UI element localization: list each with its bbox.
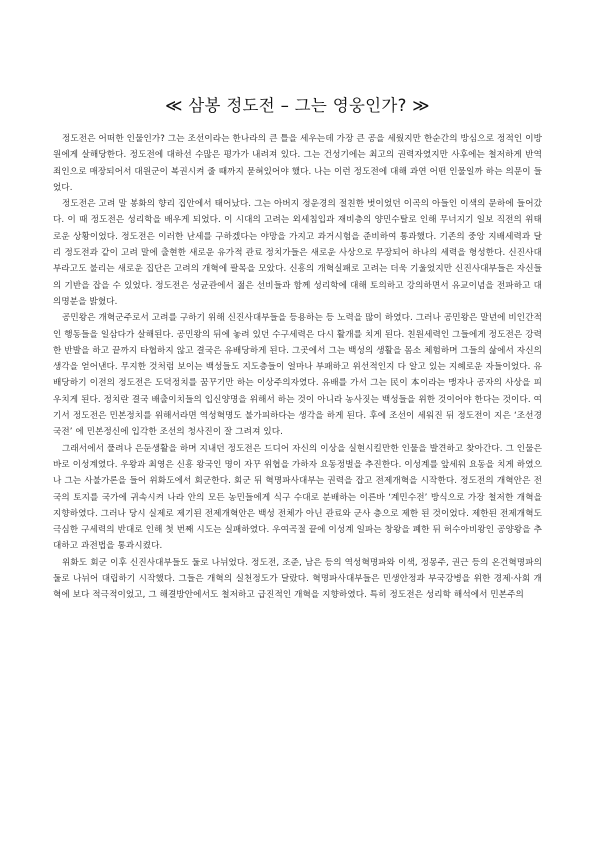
- body-paragraph-4: 그래서에서 풀려나 은둔생활을 하며 지내던 정도전은 드디어 자신의 이상을 실현시킬만한 인물을 발견하고 찾아간다. 그 인물은 바로 이성계였다. 우왕과 최영은 신흥 왕국인 명이 자꾸 위협을 가하자 요동정벌을 추진한다. 이성계를 앞세워 요동을 치게 하였으나 그는 사불가론을 들어 위화도에서 회군한다. 회군 뒤 혁명파사대부는 권력을 잡고 전제개혁을 시작한다. 정도전의 개혁안은 전국의 토지를 국가에 귀속시켜 나라 안의 모든 농민들에게 식구 수대로 분배하는 이른바 ‘계민수전’ 방식으로 가장 철저한 개혁을 지향하였다. 그러나 당시 실제로 제기된 전제개혁안은 백성 전체가 아닌 관료와 군사 층으로 제한 된 것이었다. 제한된 전제개혁도 극심한 구세력의 반대로 인해 첫 번째 시도는 실패하였다. 우여곡절 끝에 이성계 일파는 창왕을 폐한 뒤 허수아비왕인 공양왕을 추대하고 과전법을 통과시켰다.: [53, 443, 542, 552]
- document-title: ≪ 삼봉 정도전 – 그는 영웅인가? ≫: [165, 96, 430, 115]
- body-paragraph-2: 정도전은 고려 말 봉화의 향리 집안에서 태어났다. 그는 아버지 정운경의 절친한 벗이었던 이곡의 아들인 이색의 문하에 들어갔다. 이 때 정도전은 성리학을 배우게 되었다. 이 시대의 고려는 외세침입과 재비층의 양민수탈로 인해 무너지기 일보 직전의 위태로운 상황이었다. 정도전은 이러한 난세를 구하겠다는 야망을 가지고 과거시험을 준비하여 통과했다. 기존의 중앙 지배세력과 달리 정도전과 같이 고려 말에 출현한 새로운 유가적 관료 정치가들은 새로운 사상으로 무장되어 하나의 세력을 형성한다. 신진사대부라고도 불리는 새로운 집단은 고려의 개혁에 팔목을 모았다. 신흥의 개혁실패로 고려는 더욱 기울었지만 신진사대부들은 자신들의 기반을 잡을 수 있었다. 정도전은 성균관에서 젊은 선비들과 함께 성리학에 대해 토의하고 강의하면서 유교이념을 전파하고 대의명분을 밝혔다.: [53, 199, 542, 307]
- document-body: [53, 131, 542, 604]
- body-paragraph-3: 공민왕은 개혁군주로서 고려를 구하기 위해 신진사대부들을 등용하는 등 노력을 많이 하였다. 그러나 공민왕은 말년에 비인간적인 행동들을 일삼다가 살해된다. 공민왕의 뒤에 놓려 있던 수구세력은 다시 활개를 치게 된다. 친원세력인 그들에게 정도전은 강력한 반발을 하고 끝까지 타협하지 않고 결국은 유배당하게 된다. 그곳에서 그는 백성의 생활을 몸소 체험하며 그들의 삶에서 자신의 생각을 얻어낸다. 무지한 것처럼 보이는 백성들도 지도층들이 얼마나 부패하고 위선적인지 다 알고 있는 지혜로운 자들이었다. 유배당하기 이전의 정도전은 도덕정치를 꿈꾸기만 하는 이상주의자였다. 유배를 가서 그는 民이 本이라는 맹자나 공자의 사상을 피우치게 된다. 정치란 결국 배출이치들의 입신양명을 위해서 하는 것이 아니라 농사짓는 백성들을 위한 것이어야 한다는 것이다. 여기서 정도전은 민본정치를 위해서라면 역성혁명도 불가피하다는 생각을 하게 된다. 후에 조선이 세워진 뒤 정도전이 지은 ‘조선경국전’ 에 민본정신에 입각한 조선의 청사진이 잘 그려져 있다.: [53, 313, 542, 438]
- body-paragraph-5: 위화도 회군 이후 신진사대부들도 둘로 나뉘었다. 정도전, 조준, 남은 등의 역성혁명파와 이색, 정몽주, 권근 등의 온건혁명파의 둘로 나뉘어 대립하기 시작했다. 그들은 개혁의 실천정도가 달랐다. 혁명파사대부들은 민생안정과 부국강병을 위한 경제·사회 개혁에 보다 적극적이었고, 그 해결방안에서도 철저하고 급진적인 개혁을 지향하였다. 특히 정도전은 성리학 해석에서 민본주의: [53, 557, 542, 601]
- body-paragraph-1: 정도전은 어떠한 인물인가? 그는 조선이라는 한나라의 큰 틀을 세우는데 가장 큰 공을 세웠지만 한순간의 방심으로 정적인 이방원에게 살해당한다. 정도전에 대하선 수많은 평가가 내려져 있다. 그는 건성기에는 최고의 권력자였지만 사후에는 철저하게 반역죄인으로 매장되어서 대원군이 복권시켜 줄 때까지 묻혀있어야 했다. 나는 이런 정도전에 대해 과연 어떤 인물일까 하는 의문이 들었다.: [53, 134, 542, 193]
